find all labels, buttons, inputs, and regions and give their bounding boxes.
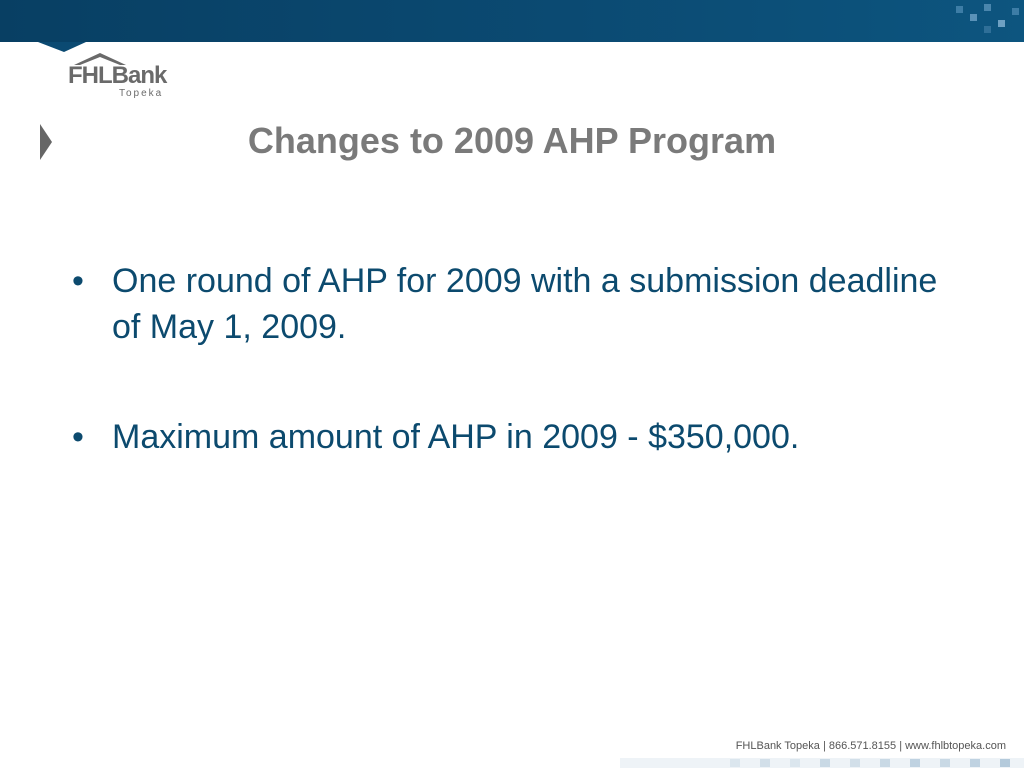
- bullet-text: Maximum amount of AHP in 2009 - $350,000.: [112, 418, 800, 456]
- header-band: [0, 0, 1024, 42]
- bullet-text: One round of AHP for 2009 with a submission deadline of May 1, 2009.: [112, 262, 938, 346]
- footer-decoration: [620, 758, 1024, 768]
- logo-name: FHLBank: [68, 62, 167, 89]
- bullet-item: [72, 414, 952, 460]
- slide-title: Changes to 2009 AHP Program: [247, 120, 777, 161]
- bullet-marker: •: [72, 262, 84, 300]
- bullet-list: [72, 258, 952, 524]
- header-decoration: [952, 0, 1024, 42]
- bullet-marker: •: [72, 418, 84, 456]
- bullet-item: [72, 258, 952, 350]
- logo-sub: Topeka: [119, 88, 164, 99]
- footer-text: FHLBank Topeka | 866.571.8155 | www.fhlbtopeka.com: [735, 740, 1006, 752]
- logo: [64, 52, 174, 106]
